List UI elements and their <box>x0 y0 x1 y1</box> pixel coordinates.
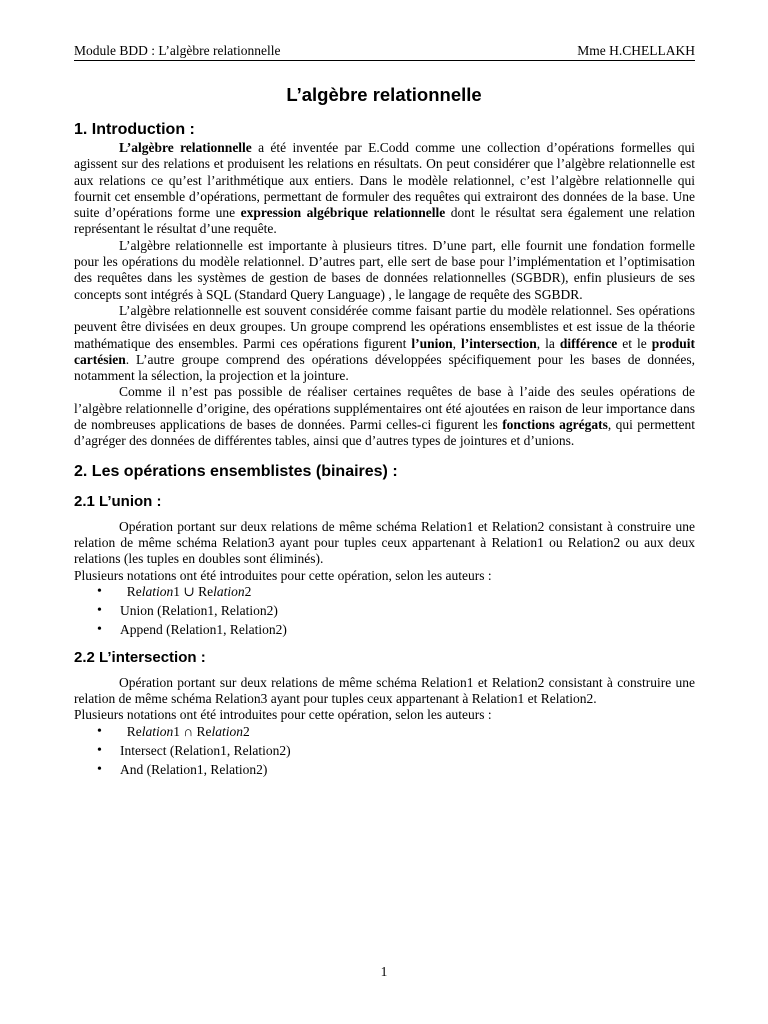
math-part: lation <box>141 583 174 599</box>
list-item: • Union (Relation1, Relation2) <box>120 603 695 619</box>
intersection-notations-intro: Plusieurs notations ont été introduites pour cette opération, selon les auteurs : <box>74 707 492 723</box>
section-heading-set-operations: 2. Les opérations ensemblistes (binaires) : <box>74 462 398 480</box>
math-part: 1 <box>173 723 181 739</box>
math-part: lation <box>141 723 174 739</box>
text-run: , la <box>536 335 560 351</box>
math-part: lation <box>213 583 245 599</box>
math-part: 1 <box>173 583 181 599</box>
bold-term: l’intersection <box>461 335 537 351</box>
list-item: • Append (Relation1, Relation2) <box>120 622 695 638</box>
list-item <box>120 724 695 740</box>
math-part: Re <box>126 723 142 739</box>
text-run: , <box>452 335 462 351</box>
bold-term: L’algèbre relationnelle <box>119 140 252 155</box>
text-run: a été inventée par E.Codd comme une collection d’opérations formelles qui agissent sur des relations et produisent les relations en résultats. On peut considérer que l’algèbre relationnelle est aux relations ce qu’est l’arithmétique aux entiers. Dans le modèle relationnel, c’est l’algèbre relationnelle qui fournit cet ensemble d’opérations, permettant de formuler des requêtes qui extrairont des données de la base. Une suite d’opérations forme une <box>74 140 695 221</box>
text-run: L’algèbre relationnelle est souvent considérée comme faisant partie du modèle relationnel. Ses opérations peuvent être divisées en deux groupes. Un groupe comprend les opérations ensemblistes et est issue de la théorie mathématique des ensembles. Parmi ces opérations figurent <box>74 302 695 351</box>
header-author: Mme H.CHELLAKH <box>577 43 695 58</box>
list-item <box>120 584 695 600</box>
page-title: L’algèbre relationnelle <box>286 84 482 105</box>
text-run: , qui permettent d’agréger des données de différentes tables, ainsi que d’autres types de jointures et d’unions. <box>74 417 695 449</box>
math-part: lation <box>211 723 244 739</box>
union-notations-intro: Plusieurs notations ont été introduites pour cette opération, selon les auteurs : <box>74 567 492 583</box>
bold-term: différence <box>559 335 618 351</box>
subsection-heading-intersection: 2.2 L’intersection : <box>74 648 206 666</box>
intro-paragraph-4 <box>74 384 695 449</box>
math-part: Re <box>196 723 212 739</box>
list-item: • And (Relation1, Relation2) <box>120 762 695 778</box>
intersection-symbol: ∩ <box>183 723 194 739</box>
page-number: 1 <box>380 964 388 979</box>
bold-term: produit cartésien <box>74 335 696 367</box>
union-notation-list <box>74 584 695 639</box>
math-part: Re <box>126 583 142 599</box>
intersection-formula <box>120 724 250 739</box>
text-run: et le <box>617 335 652 351</box>
union-symbol: ∪ <box>183 583 195 599</box>
page-header <box>74 43 695 61</box>
subsection-heading-union: 2.1 L’union : <box>74 492 162 510</box>
union-formula <box>120 584 251 599</box>
document-body <box>74 120 695 782</box>
bold-term: expression algébrique relationnelle <box>240 205 446 221</box>
union-paragraph: Opération portant sur deux relations de même schéma Relation1 et Relation2 consistant à construire une relation de même schéma Relation3 ayant pour tuples ceux appartenant à Relation1 ou Relation2 ou aux deux relations (les tuples en doubles sont éliminés). <box>74 518 695 567</box>
math-part: 2 <box>244 583 252 599</box>
text-run: . L’autre groupe comprend des opérations développées spécifiquement pour les bases de données, notamment la sélection, la projection et la jointure. <box>74 351 695 384</box>
math-part: Re <box>198 583 214 599</box>
list-item: • Intersect (Relation1, Relation2) <box>120 743 695 759</box>
section-heading-introduction: 1. Introduction : <box>74 121 195 138</box>
math-part: 2 <box>243 723 250 739</box>
intersection-notation-list <box>74 724 695 779</box>
bold-term: fonctions agrégats <box>502 417 608 433</box>
text-run: dont le résultat sera également une relation représentant le résultat d’une requête. <box>74 205 696 237</box>
intro-paragraph-1 <box>74 140 695 238</box>
intersection-paragraph: Opération portant sur deux relations de même schéma Relation1 et Relation2 consistant à construire une relation de même schéma Relation3 ayant pour tuples ceux appartenant à Relation1 et Relation2. <box>74 674 695 707</box>
intro-paragraph-3 <box>74 303 695 384</box>
text-run: Comme il n’est pas possible de réaliser certaines requêtes de base à l’aide des seules opérations de l’algèbre relationnelle d’origine, des opérations supplémentaires ont été ajoutées en raison de leur importance dans de nombreuses applications de bases de données. Parmi celles-ci figurent les <box>74 384 695 433</box>
bold-term: l’union <box>411 335 453 351</box>
header-module: Module BDD : L’algèbre relationnelle <box>74 43 281 58</box>
intro-paragraph-2: L’algèbre relationnelle est importante à plusieurs titres. D’une part, elle fournit une fondation formelle pour les opérations du modèle relationnel. D’autres part, elle sert de base pour l’implémentation et l’optimisation des requêtes dans les systèmes de gestion de bases de données relationnelles (SGBDR), enfin plusieurs de ses concepts sont intégrés à SQL (Standard Query Language) , le langage de requête des SGBDR. <box>74 237 695 302</box>
